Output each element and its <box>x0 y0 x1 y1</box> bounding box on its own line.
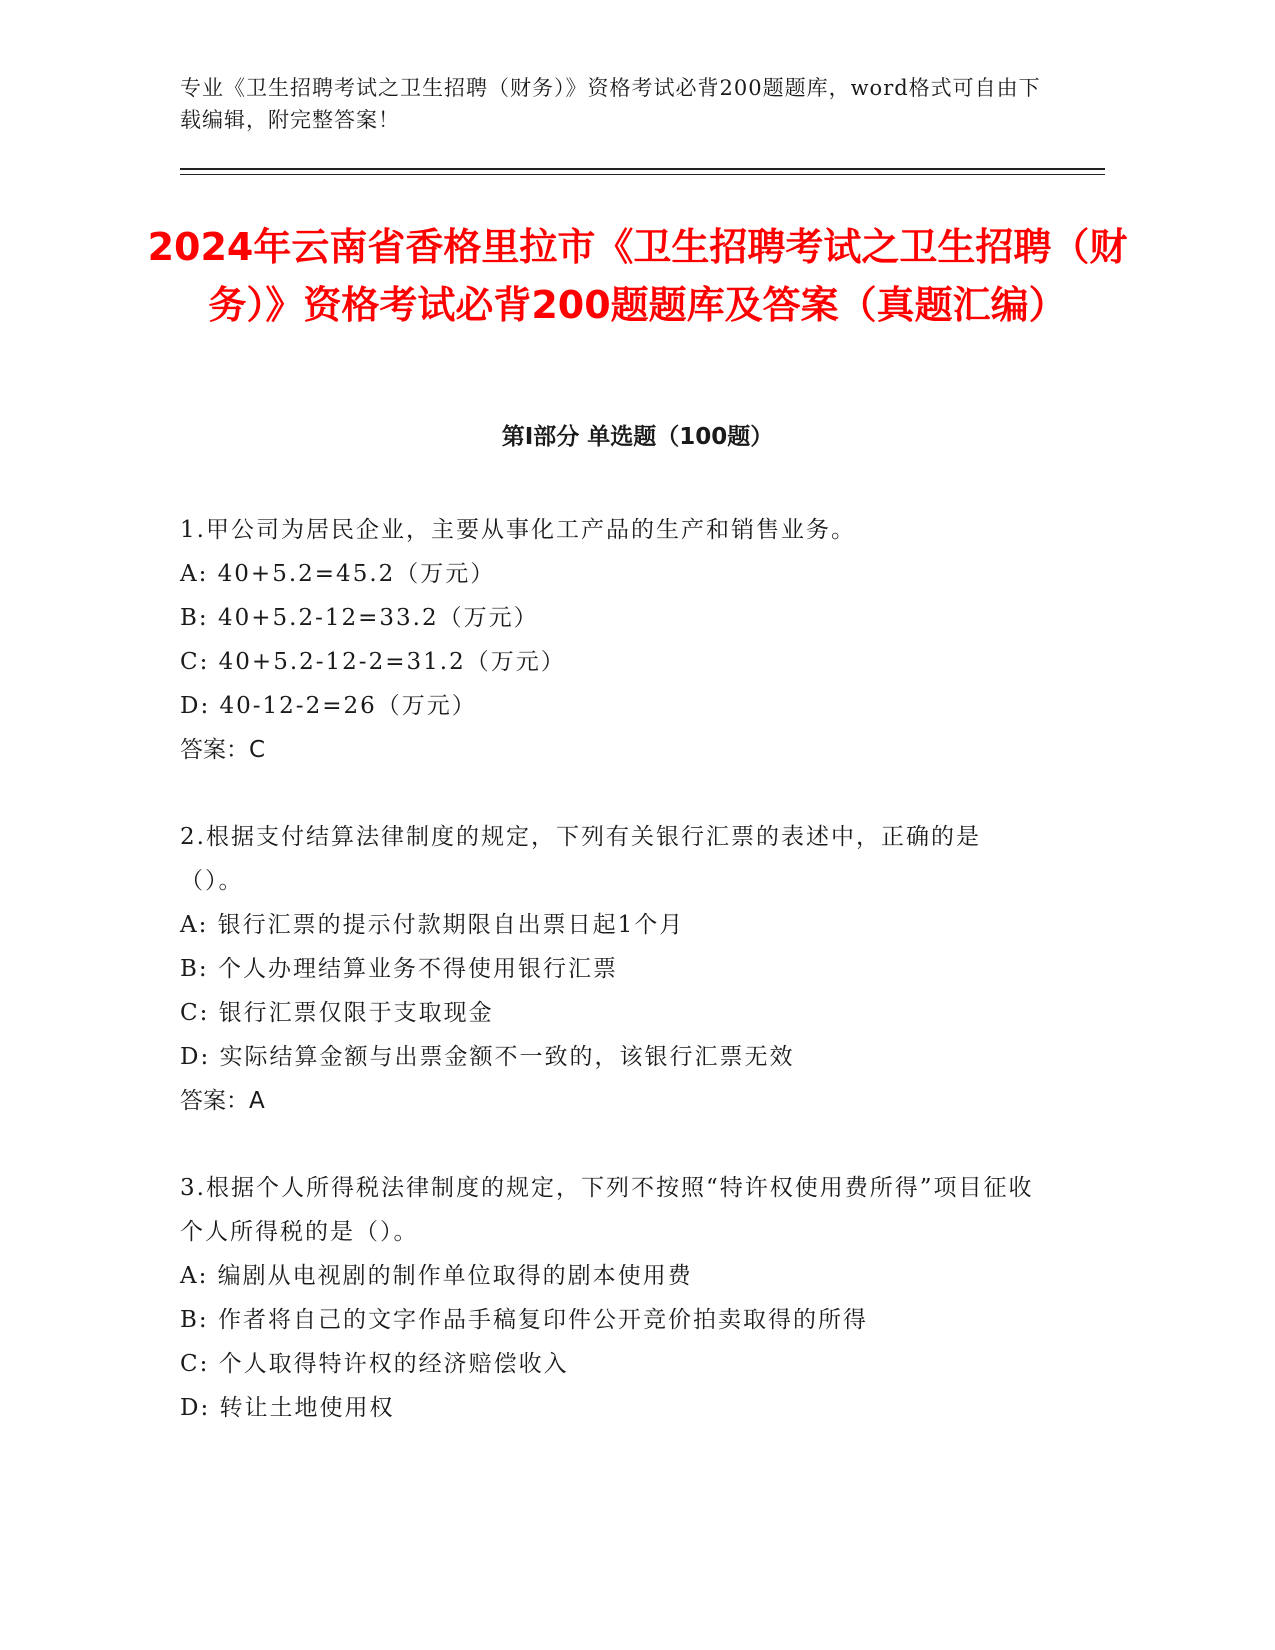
option-c: C: 银行汇票仅限于支取现金 <box>180 1000 494 1026</box>
question-3 <box>180 1166 1040 1430</box>
option-a: A: 40+5.2=45.2（万元） <box>180 561 496 587</box>
option-c: C: 个人取得特许权的经济赔偿收入 <box>180 1351 569 1377</box>
option-d: D: 40-12-2=26（万元） <box>180 693 477 719</box>
header-note: 专业《卫生招聘考试之卫生招聘（财务）》资格考试必背200题题库，word格式可自由下载编辑，附完整答案！ <box>180 76 1041 132</box>
option-b: B: 作者将自己的文字作品手稿复印件公开竞价拍卖取得的所得 <box>180 1307 868 1333</box>
option-a: A: 编剧从电视剧的制作单位取得的剧本使用费 <box>180 1263 693 1289</box>
section-heading: 第Ⅰ部分 单选题（100题） <box>501 424 774 450</box>
option-a: A: 银行汇票的提示付款期限自出票日起1个月 <box>180 912 685 938</box>
question-stem: 1.甲公司为居民企业，主要从事化工产品的生产和销售业务。 <box>180 517 856 543</box>
option-b: B: 个人办理结算业务不得使用银行汇票 <box>180 956 618 982</box>
answer: 答案：C <box>180 737 266 763</box>
question-2 <box>180 815 1040 1123</box>
header-divider-thick <box>180 168 1105 170</box>
option-d: D: 实际结算金额与出票金额不一致的，该银行汇票无效 <box>180 1044 795 1070</box>
document-title: 2024年云南省香格里拉市《卫生招聘考试之卫生招聘（财务）》资格考试必背200题题库及答案（真题汇编） <box>147 225 1128 327</box>
header-divider-thin <box>180 174 1105 175</box>
question-stem: 2.根据支付结算法律制度的规定，下列有关银行汇票的表述中，正确的是（）。 <box>180 824 981 894</box>
question-1 <box>180 508 1040 772</box>
question-list <box>180 508 1040 1473</box>
answer: 答案：A <box>180 1088 265 1114</box>
option-c: C: 40+5.2-12-2=31.2（万元） <box>180 649 566 675</box>
option-d: D: 转让土地使用权 <box>180 1395 395 1421</box>
option-b: B: 40+5.2-12=33.2（万元） <box>180 605 539 631</box>
question-stem: 3.根据个人所得税法律制度的规定，下列不按照“特许权使用费所得”项目征收个人所得税的是（）。 <box>180 1175 1034 1245</box>
